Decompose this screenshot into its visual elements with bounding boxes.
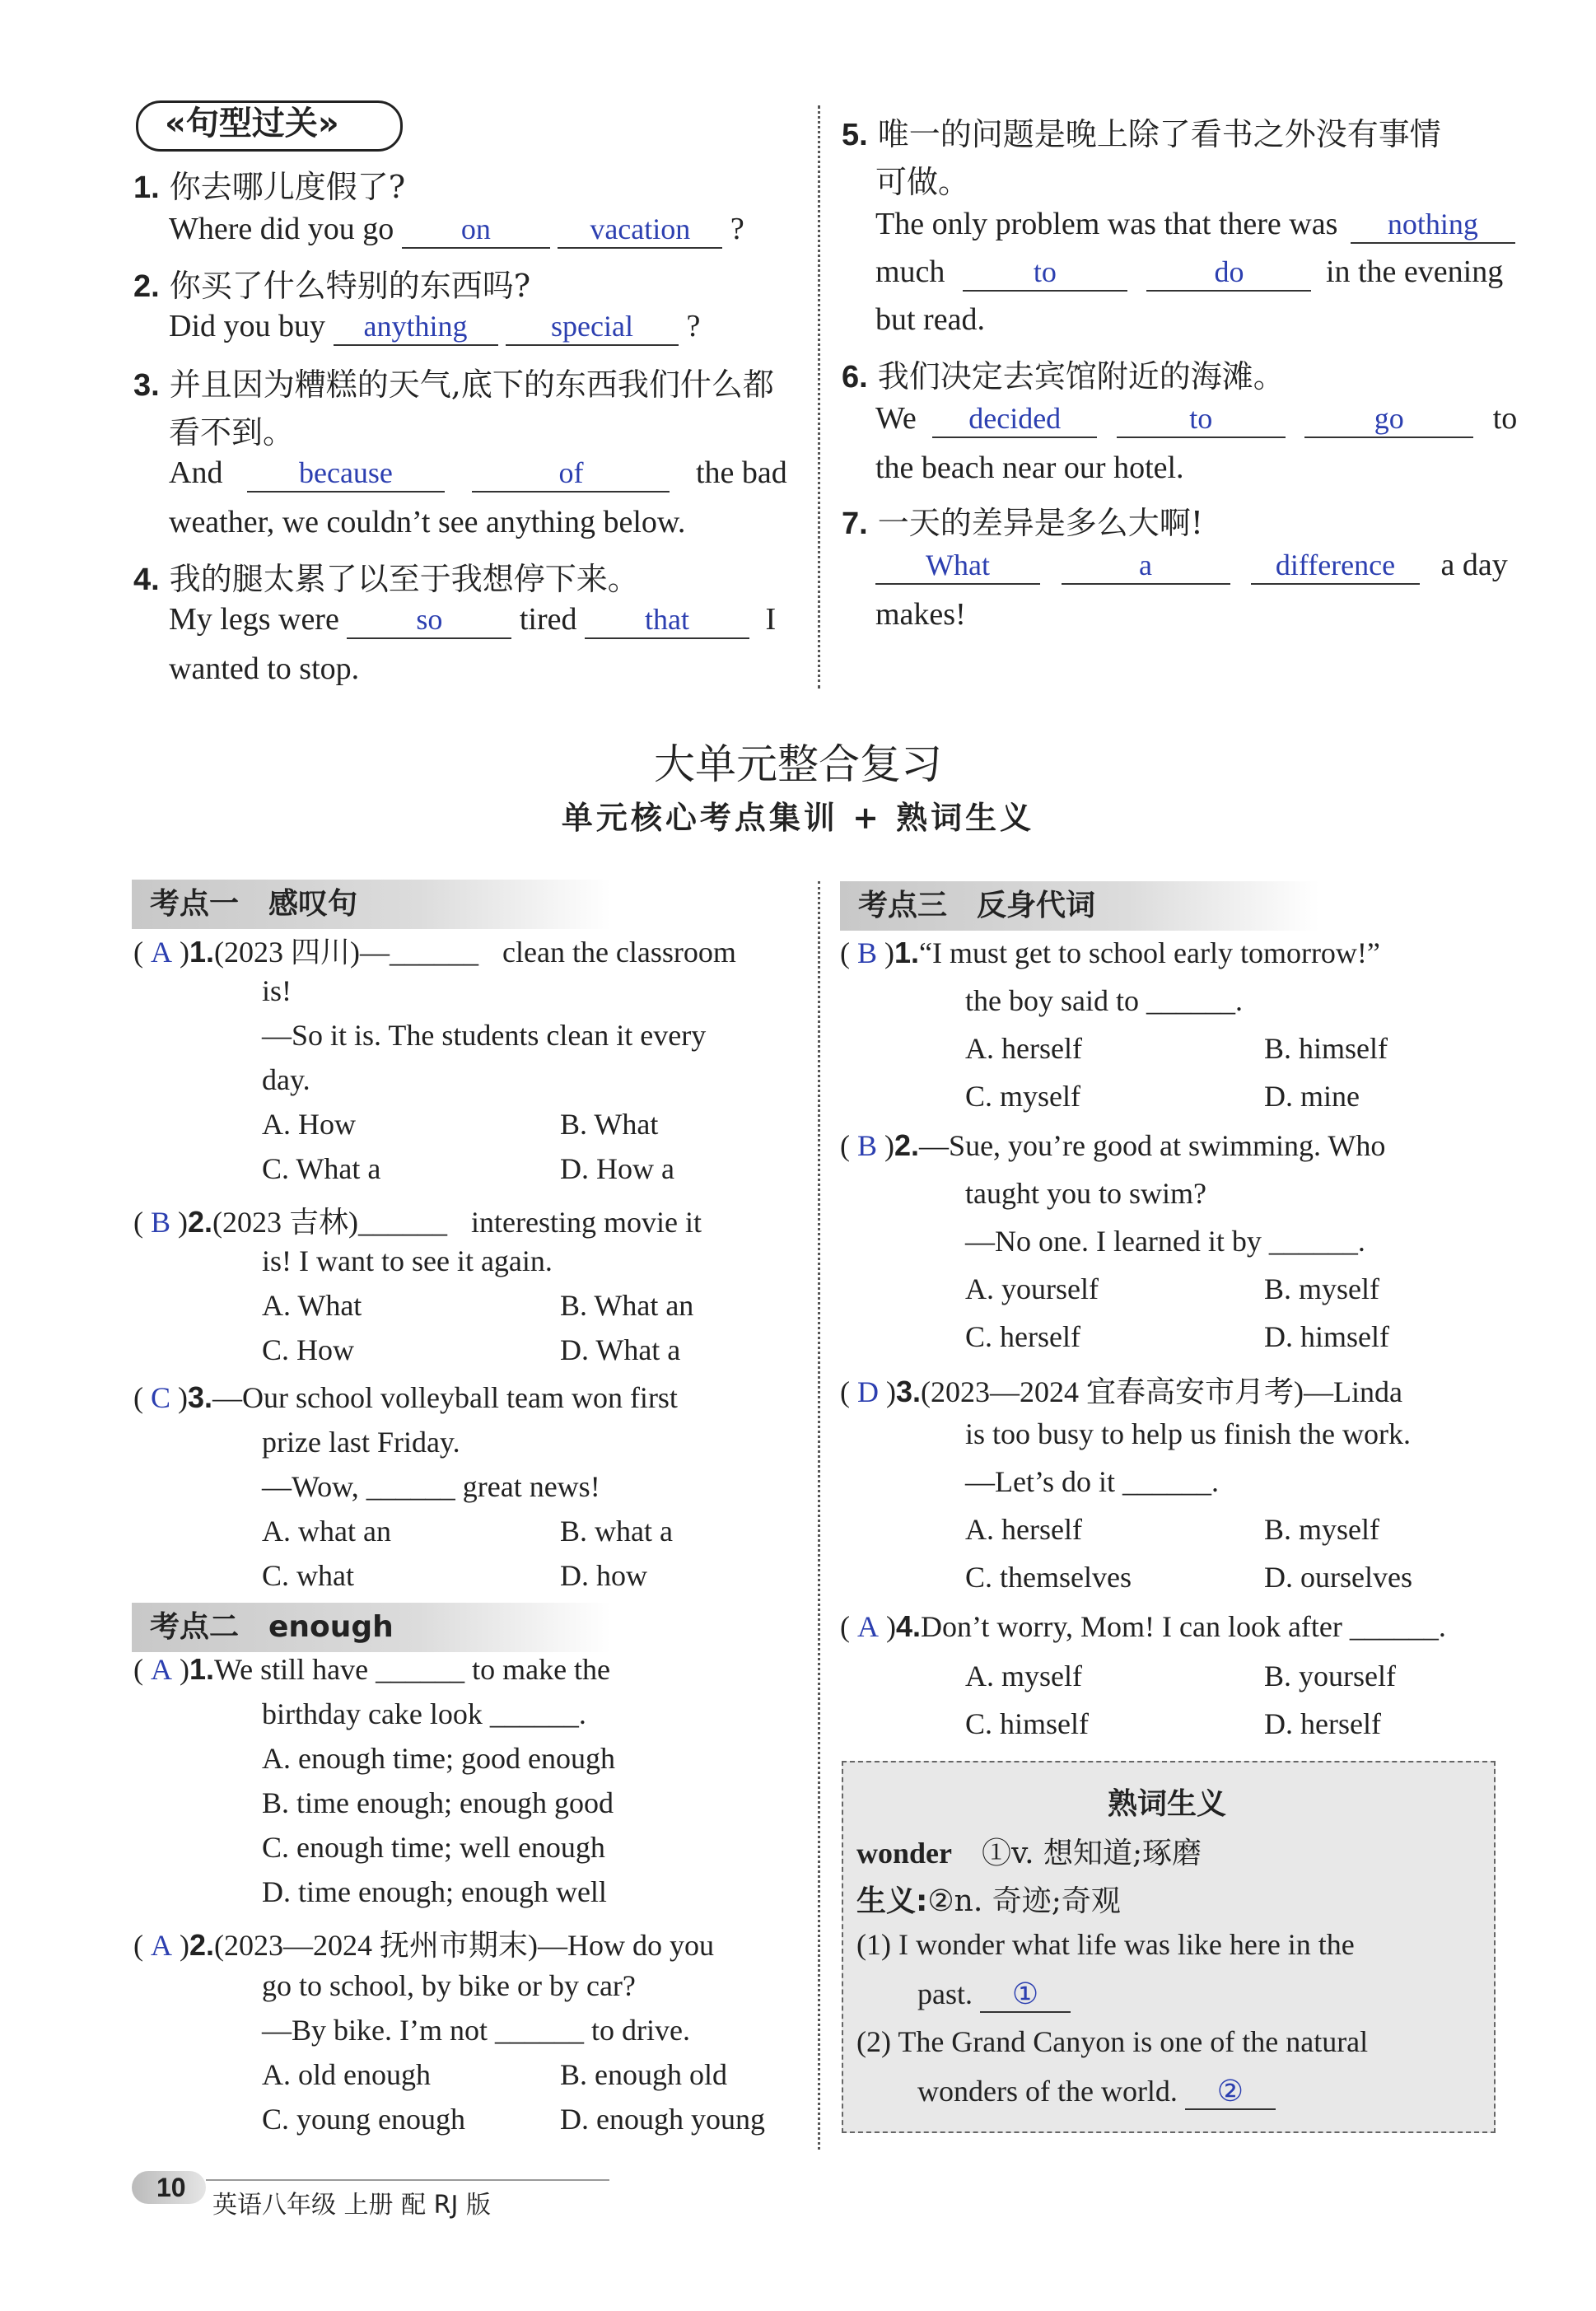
kd3-q2: ( B )2.—Sue, you’re good at swimming. Who xyxy=(840,1128,1386,1162)
q2-answer-2: special xyxy=(551,310,633,343)
q3-cn: 3. 并且因为糟糕的天气,底下的东西我们什么都 xyxy=(133,366,774,403)
q7-answer-2: a xyxy=(1139,549,1152,581)
q7-answer-3: difference xyxy=(1275,549,1396,581)
column-divider-top xyxy=(818,105,820,689)
q6-en2: the beach near our hotel. xyxy=(875,451,1184,485)
option: D. How a xyxy=(560,1152,674,1185)
kd3-q3: ( D )3.(2023—2024 宜春高安市月考)—Linda xyxy=(840,1375,1402,1408)
option: A. what an xyxy=(262,1515,391,1548)
q2-cn: 2. 你买了什么特别的东西吗? xyxy=(133,268,531,304)
option: D. herself xyxy=(1264,1707,1381,1740)
option: A. yourself xyxy=(965,1272,1099,1305)
q5-answer-2: to xyxy=(1033,255,1057,288)
option: A. enough time; good enough xyxy=(262,1742,615,1775)
q7-cn: 7. 一天的差异是多么大啊! xyxy=(842,505,1204,541)
column-divider-bottom xyxy=(818,881,820,2150)
option: D. What a xyxy=(560,1333,681,1366)
shuci-s2: (2) The Grand Canyon is one of the natural xyxy=(856,2025,1369,2058)
kd1-q1: ( A )1.(2023 四川)—______ clean the classroom xyxy=(133,935,736,969)
q7-en: What a difference a day xyxy=(875,547,1508,585)
q5-en3: but read. xyxy=(875,302,985,337)
option: C. myself xyxy=(965,1080,1080,1113)
option: D. time enough; enough well xyxy=(262,1875,607,1908)
kd3-q1-l2: the boy said to ______. xyxy=(965,984,1243,1017)
q6-cn: 6. 我们决定去宾馆附近的海滩。 xyxy=(842,358,1285,395)
footer-text: 英语八年级 上册 配 RJ 版 xyxy=(212,2191,491,2220)
option: B. enough old xyxy=(560,2058,727,2091)
kd2-q1: ( A )1.We still have ______ to make the xyxy=(133,1652,611,1686)
kd3-q3-l2: is too busy to help us finish the work. xyxy=(965,1417,1411,1450)
kd1-q2: ( B )2.(2023 吉林)______ interesting movie it xyxy=(133,1205,702,1239)
option: B. yourself xyxy=(1264,1660,1396,1692)
q6-en: We decided to go to xyxy=(875,400,1517,438)
q2-en: Did you buy anything special ? xyxy=(169,308,700,346)
option: B. what a xyxy=(560,1515,673,1548)
kd1-q3-l3: —Wow, ______ great news! xyxy=(262,1470,600,1503)
q3-cn2: 看不到。 xyxy=(169,414,295,451)
section-title: «句型过关» xyxy=(165,105,339,142)
q4-en: My legs were so tired that I xyxy=(169,601,776,639)
q5-en2: much to do in the evening xyxy=(875,254,1503,292)
option: A. old enough xyxy=(262,2058,431,2091)
kd1-q2-l2: is! I want to see it again. xyxy=(262,1244,553,1277)
q5-answer-1: nothing xyxy=(1387,208,1478,240)
q7-answer-1: What xyxy=(926,549,990,581)
option: B. time enough; enough good xyxy=(262,1786,614,1819)
q6-answer-2: to xyxy=(1189,402,1213,435)
kd3-q1: ( B )1.“I must get to school early tomorrow!” xyxy=(840,936,1380,969)
option: C. enough time; well enough xyxy=(262,1831,605,1864)
shuci-sense2: 生义:②n. 奇迹;奇观 xyxy=(856,1884,1121,1918)
kd1-header: 考点一 感叹句 xyxy=(132,880,611,929)
kd1-q3: ( C )3.—Our school volleyball team won first xyxy=(133,1380,678,1414)
q4-cn: 4. 我的腿太累了以至于我想停下来。 xyxy=(133,561,639,597)
q2-answer-1: anything xyxy=(363,310,468,343)
shuci-answer-1: ① xyxy=(1011,1977,1039,2010)
option: D. himself xyxy=(1264,1320,1389,1353)
kd3-q4: ( A )4.Don’t worry, Mom! I can look after ______. xyxy=(840,1609,1446,1643)
kd1-q1-l3: —So it is. The students clean it every xyxy=(262,1019,707,1052)
q3-answer-2: of xyxy=(558,456,584,489)
q3-en2: weather, we couldn’t see anything below. xyxy=(169,505,686,539)
q6-answer-3: go xyxy=(1374,402,1404,435)
kd2-q2-l2: go to school, by bike or by car? xyxy=(262,1969,636,2002)
q3-en: And because of the bad xyxy=(169,455,787,493)
q4-answer-2: that xyxy=(644,603,689,636)
page-number: 10 xyxy=(156,2173,186,2202)
option: A. How xyxy=(262,1108,356,1141)
shuci-s1: (1) I wonder what life was like here in the xyxy=(856,1928,1355,1961)
q1-cn: 1. 你去哪儿度假了? xyxy=(133,169,406,205)
q4-answer-1: so xyxy=(416,603,443,636)
section-title-text: 句型过关 xyxy=(185,105,318,142)
option: B. What an xyxy=(560,1289,694,1322)
review-subtitle: 单元核心考点集训 + 熟词生义 xyxy=(561,799,1035,836)
option: A. herself xyxy=(965,1513,1082,1546)
kd1-q1-l4: day. xyxy=(262,1063,310,1096)
q1-answer-1: on xyxy=(460,212,491,245)
q5-cn: 5. 唯一的问题是晚上除了看书之外没有事情 xyxy=(842,116,1441,152)
shuci-title: 熟词生义 xyxy=(1107,1787,1226,1821)
kd3-q2-l2: taught you to swim? xyxy=(965,1177,1206,1210)
option: A. herself xyxy=(965,1032,1082,1065)
q1-en: Where did you go on vacation ? xyxy=(169,211,744,249)
option: D. mine xyxy=(1264,1080,1360,1113)
option: A. What xyxy=(262,1289,362,1322)
q5-cn2: 可做。 xyxy=(875,164,970,200)
option: B. What xyxy=(560,1108,659,1141)
option: B. myself xyxy=(1264,1513,1379,1546)
kd1-q1-l2: is! xyxy=(262,974,292,1007)
option: D. how xyxy=(560,1559,647,1592)
option: C. himself xyxy=(965,1707,1089,1740)
q5-answer-3: do xyxy=(1214,255,1244,288)
kd2-q2-l3: —By bike. I’m not ______ to drive. xyxy=(262,2014,690,2047)
q1-answer-2: vacation xyxy=(590,212,691,245)
option: B. himself xyxy=(1264,1032,1388,1065)
kd2-header: 考点二 enough xyxy=(132,1603,611,1652)
kd1-q3-l2: prize last Friday. xyxy=(262,1426,460,1459)
option: C. What a xyxy=(262,1152,381,1185)
review-title: 大单元整合复习 xyxy=(654,740,942,788)
option: C. themselves xyxy=(965,1561,1132,1594)
option: B. myself xyxy=(1264,1272,1379,1305)
option: D. enough young xyxy=(560,2103,765,2136)
q3-answer-1: because xyxy=(298,456,393,489)
kd3-q2-l3: —No one. I learned it by ______. xyxy=(965,1225,1365,1258)
kd2-q1-l2: birthday cake look ______. xyxy=(262,1697,586,1730)
shuci-s1b: past. ① xyxy=(917,1977,1071,2013)
q7-en2: makes! xyxy=(875,597,966,632)
q6-answer-1: decided xyxy=(968,402,1062,435)
option: C. what xyxy=(262,1559,354,1592)
option: A. myself xyxy=(965,1660,1082,1692)
option: D. ourselves xyxy=(1264,1561,1412,1594)
shuci-s2b: wonders of the world. ② xyxy=(917,2074,1276,2110)
option: C. herself xyxy=(965,1320,1080,1353)
q5-en: The only problem was that there was nothing xyxy=(875,206,1515,244)
shuci-word-line: wonder ①v. 想知道;琢磨 xyxy=(856,1837,1202,1870)
footer-rule xyxy=(206,2179,609,2181)
kd3-header: 考点三 反身代词 xyxy=(840,881,1319,931)
q4-en2: wanted to stop. xyxy=(169,651,360,686)
option: C. young enough xyxy=(262,2103,465,2136)
kd3-q3-l3: —Let’s do it ______. xyxy=(965,1465,1219,1498)
option: C. How xyxy=(262,1333,355,1366)
shuci-answer-2: ② xyxy=(1216,2074,1244,2108)
kd2-q2: ( A )2.(2023—2024 抚州市期末)—How do you xyxy=(133,1928,715,1962)
